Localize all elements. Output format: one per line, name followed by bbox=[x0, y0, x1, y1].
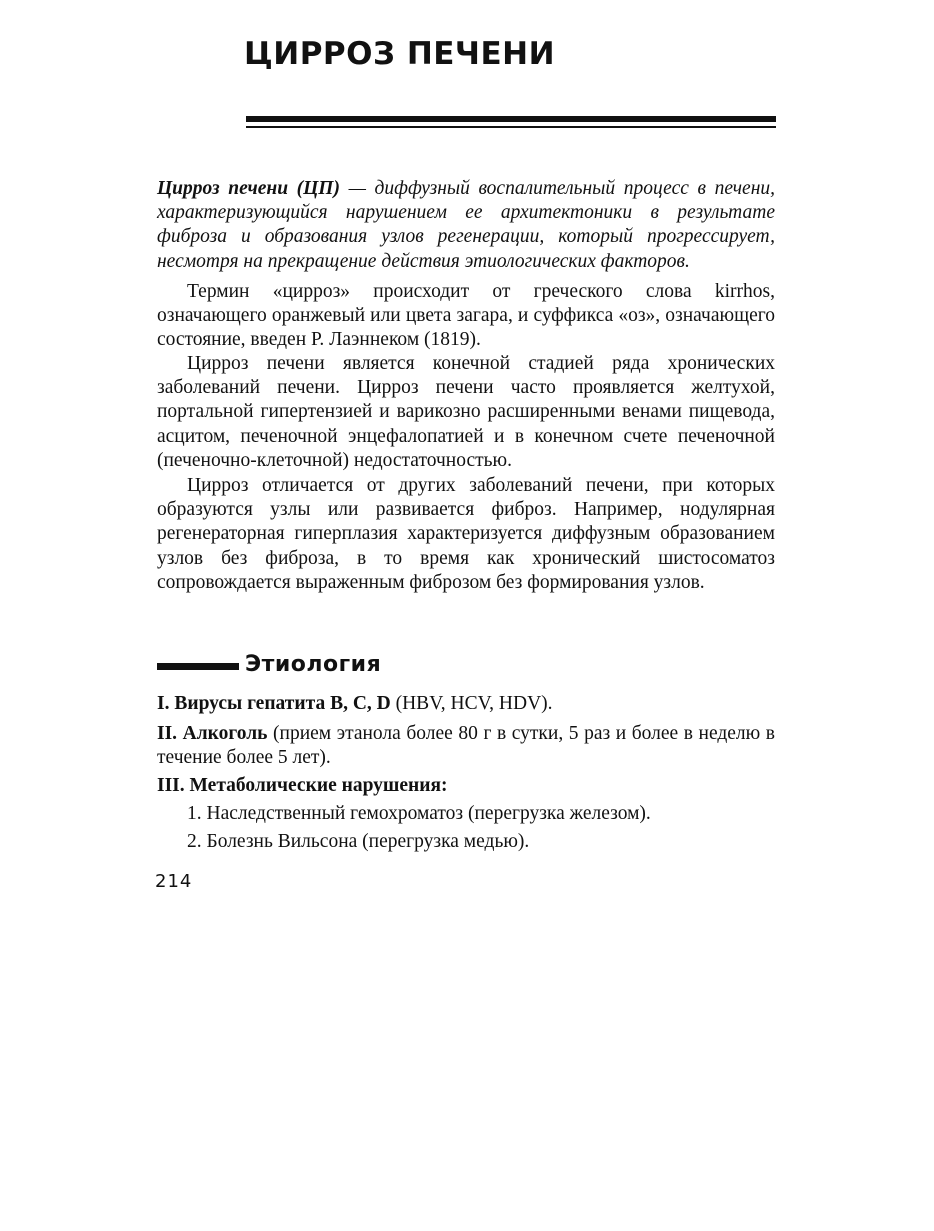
body-paragraph: Термин «цирроз» происходит от греческого слова kirrhos, означающего оранжевый или цвета загара, и суффикса «оз», означающего состояние, введен Р. Лаэннеком (1819). bbox=[157, 281, 775, 351]
chapter-title: ЦИРРОЗ ПЕЧЕНИ bbox=[244, 36, 556, 72]
body-paragraph: Цирроз отличается от других заболеваний печени, при которых образуются узлы или развивается фиброз. Например, нодулярная регенераторная гиперплазия характеризуется диффузным образованием узлов без фиброза, в то время как хронический шистосоматоз сопровождается выраженным фиброзом без формирования узлов. bbox=[157, 475, 775, 593]
etiology-item-text: (HBV, HCV, HDV). bbox=[390, 693, 553, 714]
etiology-item-label: II. Алкоголь bbox=[157, 723, 268, 744]
definition-paragraph bbox=[157, 177, 775, 274]
etiology-subitem: 1. Наследственный гемохроматоз (перегрузка железом). bbox=[187, 803, 651, 824]
page-number: 214 bbox=[155, 871, 193, 892]
definition-text: — диффузный воспалительный процесс в печени, характеризующийся нарушением ее архитектоники в результате фиброза и образования узлов регенерации, который прогрессирует, несмотря на прекращение действия этиологических факторов. bbox=[157, 178, 775, 272]
section-heading: Этиология bbox=[245, 652, 382, 677]
etiology-item bbox=[157, 722, 775, 770]
section-bar bbox=[157, 663, 239, 670]
etiology-subitem: 2. Болезнь Вильсона (перегрузка медью). bbox=[187, 831, 530, 852]
etiology-item-text: (прием этанола более 80 г в сутки, 5 раз и более в неделю в течение более 5 лет). bbox=[157, 723, 775, 769]
body-paragraph: Цирроз печени является конечной стадией ряда хронических заболеваний печени. Цирроз печени часто проявляется желтухой, портальной гипертензией и варикозно расширенными венами пищевода, асцитом, печеночной энцефалопатией и в конечном счете печеночной (печеночно-клеточной) недостаточностью. bbox=[157, 353, 775, 471]
etiology-item-label: III. Метаболические нарушения: bbox=[157, 775, 448, 796]
title-rule-thin bbox=[246, 126, 776, 128]
etiology-item-label: I. Вирусы гепатита В, С, D bbox=[157, 693, 391, 714]
definition-term: Цирроз печени (ЦП) bbox=[157, 178, 340, 199]
etiology-item bbox=[157, 692, 775, 716]
title-rule-thick bbox=[246, 116, 776, 122]
etiology-item bbox=[157, 774, 775, 798]
